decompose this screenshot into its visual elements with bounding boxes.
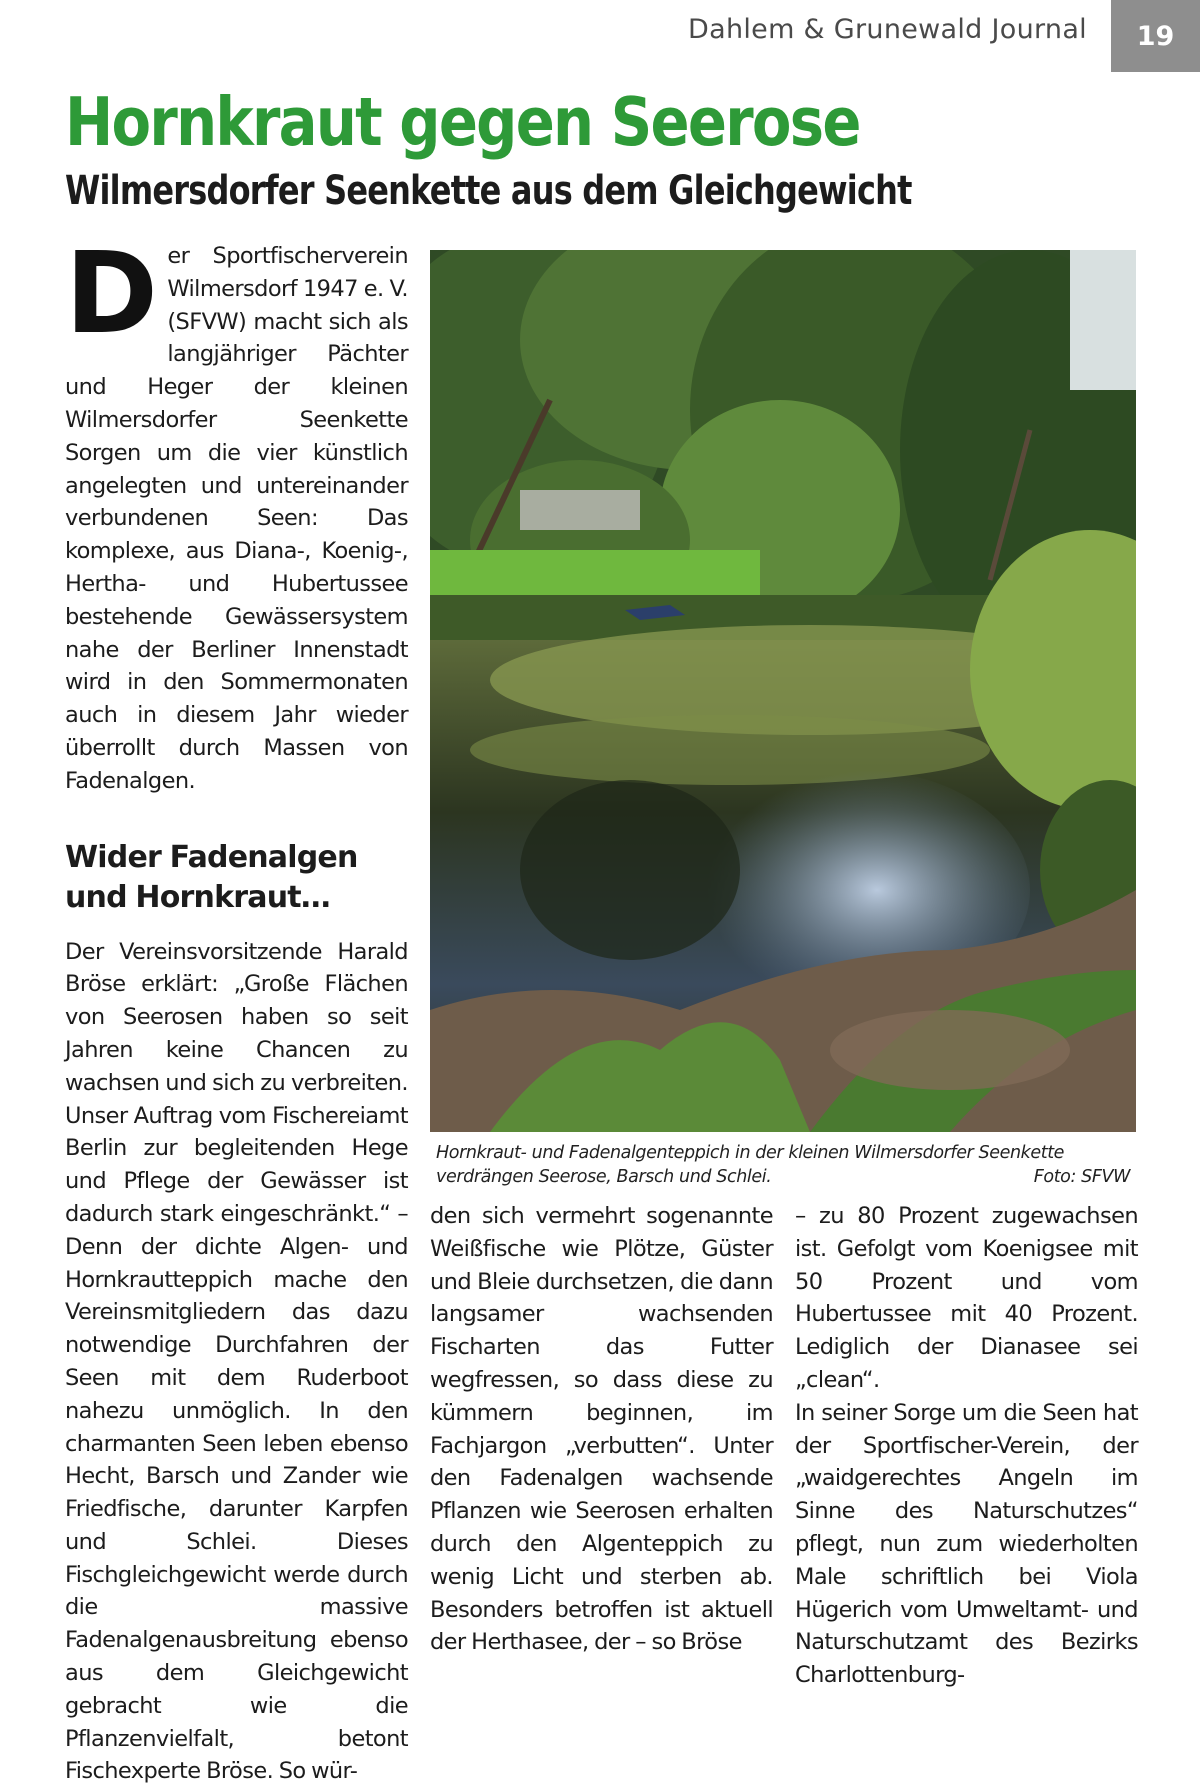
caption-text: Hornkraut- und Fadenalgenteppich in der kleinen Wilmersdorfer Seenkette verdrängen Seerose, Barsch und Schlei. bbox=[436, 1143, 1065, 1187]
photo-credit: Foto: SFVW bbox=[1033, 1167, 1130, 1187]
subheadline: Wilmersdorfer Seenkette aus dem Gleichgewicht bbox=[65, 168, 912, 214]
lake-photo bbox=[430, 250, 1136, 1132]
body-paragraph-2: den sich vermehrt sogenannte Weißfische wie Plötze, Güster und Bleie durchsetzen, die dann langsamer wachsenden Fischarten das Futter wegfressen, so dass diese zu kümmern beginnen, im Fachjargon „verbutten“. Unter den Fadenalgen wachsende Pflanzen wie Seerosen erhalten durch den Algenteppich zu wenig Licht und sterben ab. Besonders betroffen ist aktuell der Herthasee, der – so Bröse bbox=[430, 1203, 773, 1656]
article-column-3 bbox=[795, 1200, 1138, 1692]
section-heading: Wider Fadenalgen und Hornkraut… bbox=[65, 839, 358, 915]
dropcap: D bbox=[65, 229, 158, 359]
intro-text: er Sportfischerverein Wilmersdorf 1947 e. V. (SFVW) macht sich als langjähriger Pächter und Heger der kleinen Wilmersdorfer Seenkette Sorgen um die vier künstlich angelegten und untereinander verbundenen Seen: Das komplexe, aus Diana-, Koenig-, Hertha- und Hubertussee bestehende Gewässersystem nahe der Berliner Innenstadt wird in den Sommermonaten auch in diesem Jahr wieder überrollt durch Massen von Fadenalgen. bbox=[65, 243, 408, 794]
journal-name: Dahlem & Grunewald Journal bbox=[688, 14, 1087, 45]
body-paragraph-1: Der Vereinsvorsitzende Harald Bröse erklärt: „Große Flächen von Seerosen haben so seit Jahren keine Chancen zu wachsen und sich zu verbreiten. Unser Auftrag vom Fischereiamt Berlin zur begleitenden Hege und Pflege der Gewässer ist dadurch stark eingeschränkt.“ – Denn der dichte Algen- und Hornkrautteppich mache den Vereinsmitgliedern das dazu notwendige Durchfahren der Seen mit dem Ruderboot nahezu unmöglich. In den charmanten Seen leben ebenso Hecht, Barsch und Zander wie Friedfische, darunter Karpfen und Schlei. Dieses Fischgleichgewicht werde durch die massive Fadenalgenausbreitung ebenso aus dem Gleichgewicht gebracht wie die Pflanzenvielfalt, betont Fischexperte Bröse. So wür- bbox=[65, 938, 408, 1785]
body-paragraph-3: – zu 80 Prozent zugewachsen ist. Gefolgt vom Koenigsee mit 50 Prozent und vom Hubertussee mit 40 Prozent. Lediglich der Dianasee sei „clean“. bbox=[795, 1203, 1138, 1393]
intro-paragraph bbox=[65, 229, 408, 798]
headline: Hornkraut gegen Seerose bbox=[65, 83, 860, 161]
article-column-1 bbox=[65, 229, 408, 1788]
article-column-2 bbox=[430, 1200, 773, 1659]
page-number: 19 bbox=[1111, 0, 1200, 72]
photo-caption bbox=[436, 1141, 1130, 1189]
body-paragraph-4: In seiner Sorge um die Seen hat der Sportfischer-Verein, der „waidgerechtes Angeln im Sinne des Naturschutzes“ pflegt, nun zum wiederholten Male schriftlich bei Viola Hügerich vom Umweltamt- und Naturschutzamt des Bezirks Charlottenburg- bbox=[795, 1399, 1138, 1689]
